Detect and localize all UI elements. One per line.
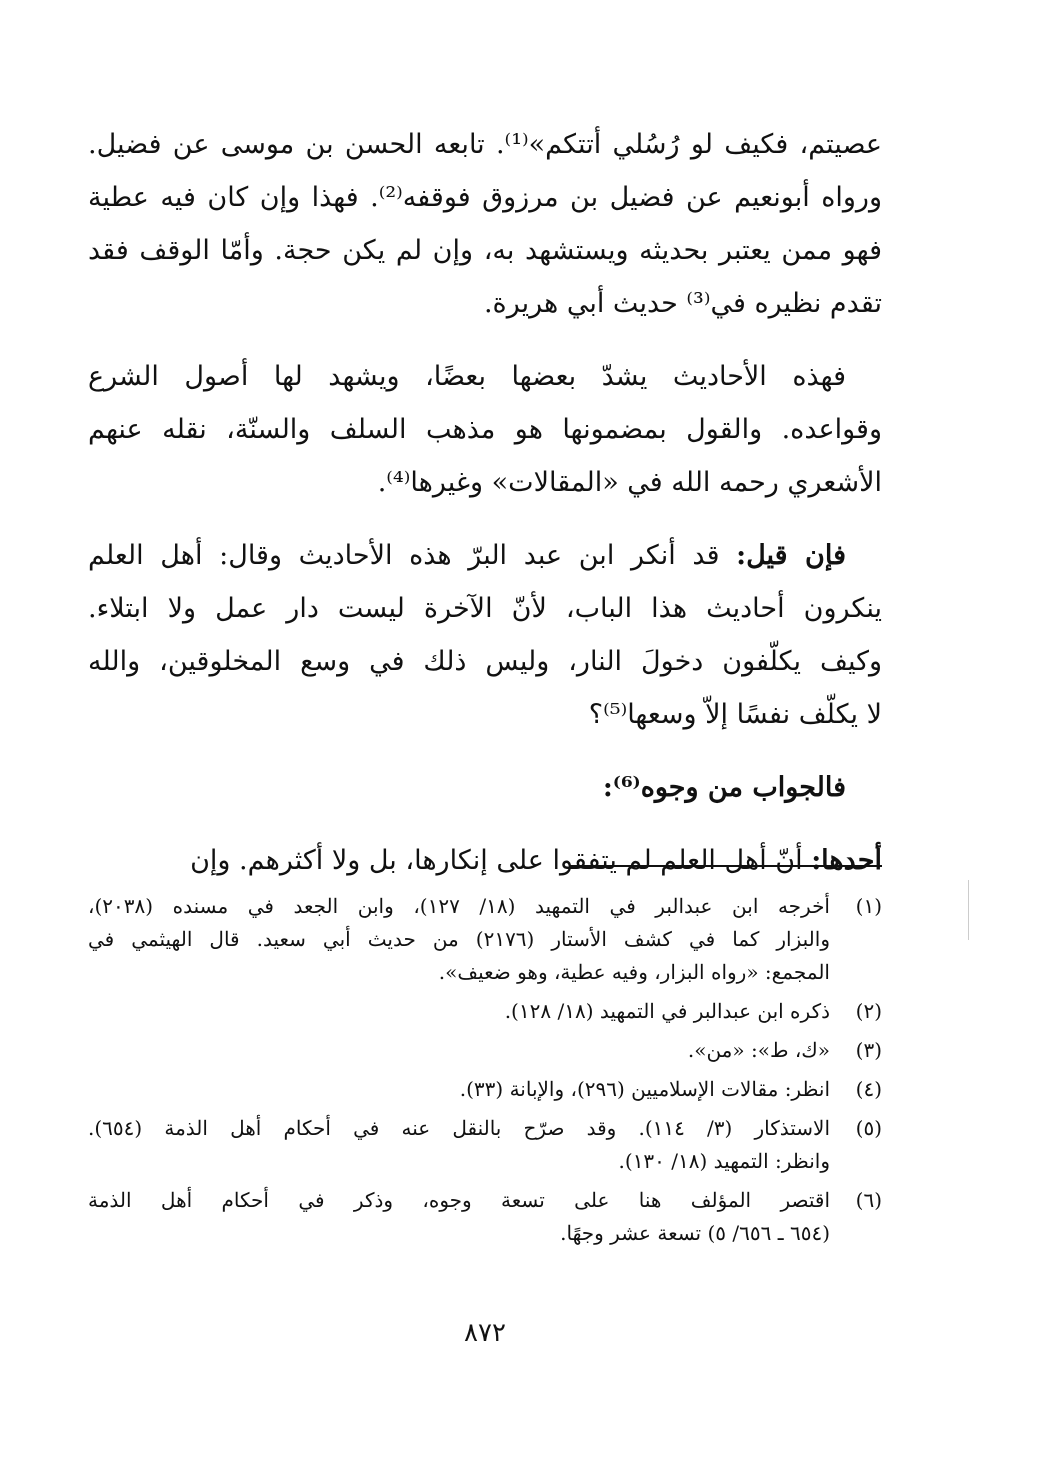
- footnote-text: [88, 1034, 830, 1067]
- footnote-line: انظر: مقالات الإسلاميين (٢٩٦)، والإبانة (٣٣).: [459, 1077, 830, 1101]
- footnote-6: [88, 1184, 882, 1250]
- footnote-line: ذكره ابن عبدالبر في التمهيد (١٨/ ١٢٨).: [504, 999, 830, 1023]
- text-segment: قد أنكر ابن عبد البرّ هذه الأحاديث وقال: أهل العلم: [88, 540, 720, 571]
- paragraph-3: [88, 529, 882, 741]
- footnote-3: [88, 1034, 882, 1067]
- scan-mark: [968, 880, 969, 940]
- footnote-text: [88, 1073, 830, 1106]
- footnote-text: [88, 995, 830, 1028]
- footnote-2: [88, 995, 882, 1028]
- lead-phrase: فإن قيل:: [736, 540, 846, 571]
- footnotes: [88, 890, 882, 1256]
- footnote-line: اقتصر المؤلف هنا على تسعة وجوه، وذكر في أحكام أهل الذمة: [88, 1188, 830, 1212]
- footnote-4: [88, 1073, 882, 1106]
- text-line: ينكرون أحاديث هذا الباب، لأنّ الآخرة ليست دار عمل ولا ابتلاء.: [88, 593, 882, 624]
- text-line: ورواه أبونعيم عن فضيل بن مرزوق فوقفه⁽²⁾. فهذا وإن كان فيه عطية: [88, 182, 882, 213]
- answer-heading: فالجواب من وجوه⁽⁶⁾:: [602, 772, 846, 803]
- paragraph-1: [88, 118, 882, 330]
- page-number: ٨٧٢: [464, 1318, 506, 1348]
- footnote-1: [88, 890, 882, 989]
- text-line: الأشعري رحمه الله في «المقالات» وغيرها⁽⁴⁾.: [377, 467, 882, 498]
- footnote-line: والبزار كما في كشف الأستار (٢١٧٦) من حديث أبي سعيد. قال الهيثمي في: [88, 927, 830, 951]
- text-line: وقواعده. والقول بمضمونها هو مذهب السلف والسنّة، نقله عنهم: [88, 414, 882, 445]
- text-line: وكيف يكلّفون دخولَ النار، وليس ذلك في وسع المخلوقين، والله: [88, 646, 882, 677]
- footnote-number: (٦): [855, 1188, 882, 1212]
- footnote-number: (٢): [855, 999, 882, 1023]
- footnote-number: (٣): [855, 1038, 882, 1062]
- text-line: [88, 834, 882, 887]
- footnote-line: الاستذكار (٣/ ١١٤). وقد صرّح بالنقل عنه في أحكام أهل الذمة (٦٥٤).: [88, 1116, 830, 1140]
- lead-phrase: أحدها:: [811, 845, 882, 876]
- text-line: لا يكلّف نفسًا إلاّ وسعها⁽⁵⁾؟: [588, 699, 882, 730]
- footnote-number: (٥): [855, 1116, 882, 1140]
- paragraph-4: [88, 834, 882, 887]
- text-line: فهو ممن يعتبر بحديثه ويستشهد به، وإن لم يكن حجة. وأمّا الوقف فقد: [88, 235, 882, 266]
- footnote-text: [88, 890, 830, 989]
- footnote-text: [88, 1184, 830, 1250]
- footnote-text: [88, 1112, 830, 1178]
- footnote-line: أخرجه ابن عبدالبر في التمهيد (١٨/ ١٢٧)، وابن الجعد في مسنده (٢٠٣٨)،: [88, 894, 830, 918]
- footnote-line: (٦٥٤ ـ ٦٥٦/ ٥) تسعة عشر وجهًا.: [560, 1221, 830, 1245]
- footnote-divider: [570, 865, 882, 867]
- paragraph-2: [88, 350, 882, 509]
- footnote-line: المجمع: «رواه البزار، وفيه عطية، وهو ضعيف».: [438, 960, 830, 984]
- footnote-5: [88, 1112, 882, 1178]
- page: [88, 118, 882, 1448]
- text-line: فهذه الأحاديث يشدّ بعضها بعضًا، ويشهد لها أصول الشرع: [88, 361, 846, 392]
- footnote-number: (٤): [855, 1077, 882, 1101]
- text-line: [88, 529, 882, 582]
- text-segment: أنّ أهل العلم لم يتفقوا على إنكارها، بل ولا أكثرهم. وإن: [190, 845, 803, 876]
- footnote-number: (١): [855, 894, 882, 918]
- text-line: عصيتم، فكيف لو رُسُلي أتتكم»⁽¹⁾. تابعه الحسن بن موسى عن فضيل.: [88, 129, 882, 160]
- footnote-line: «ك، ط»: «من».: [687, 1038, 830, 1062]
- text-line: تقدم نظيره في⁽³⁾ حديث أبي هريرة.: [483, 288, 882, 319]
- footnote-line: وانظر: التمهيد (١٨/ ١٣٠).: [618, 1149, 830, 1173]
